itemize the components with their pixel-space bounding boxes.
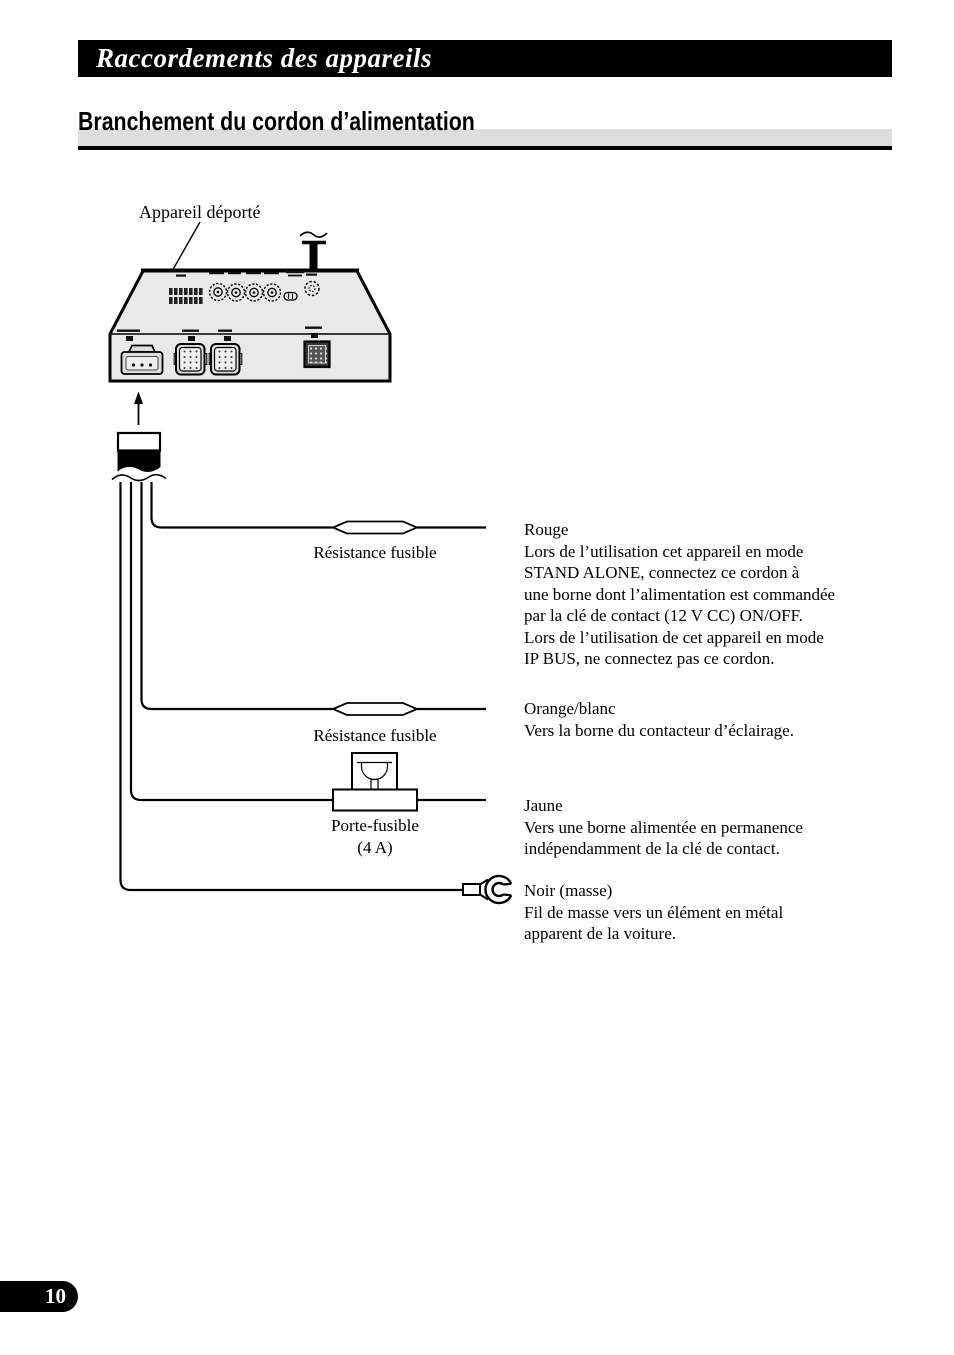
device-label: Appareil déporté (139, 202, 261, 222)
note-line: par la clé de contact (12 V CC) ON/OFF. (524, 606, 803, 625)
ip-bus-out-connector (174, 344, 207, 375)
note-line: Lors de l’utilisation cet appareil en mode (524, 541, 804, 561)
fuse-resistor-1 (333, 522, 417, 534)
antenna-icon (300, 232, 327, 272)
note-line: Vers une borne alimentée en permanence (524, 817, 803, 837)
note-line: indépendamment de la clé de contact. (524, 839, 780, 858)
fuse-resistor-2-label: Résistance fusible (313, 726, 437, 745)
ground-terminal-icon (463, 876, 511, 903)
note-orange-white-wire (524, 698, 924, 741)
ip-bus-in-connector (209, 344, 242, 375)
page-number: 10 (45, 1284, 66, 1308)
note-line: Lors de l’utilisation de cet appareil en mode (524, 627, 824, 647)
fuse-holder-rating: (4 A) (357, 838, 393, 857)
av-bus-connector (305, 342, 330, 368)
note-line: Vers la borne du contacteur d’éclairage. (524, 720, 794, 740)
red-wire (152, 482, 487, 528)
fuse-resistor-2 (333, 703, 417, 715)
chapter-title: Raccordements des appareils (96, 43, 432, 73)
note-line: une borne dont l’alimentation est commandée (524, 584, 836, 604)
note-title: Noir (masse) (524, 881, 613, 900)
note-line: Fil de masse vers un élément en métal (524, 902, 784, 922)
note-red-wire (524, 519, 924, 670)
note-line: apparent de la voiture. (524, 924, 676, 943)
power-cord-plug (112, 433, 166, 481)
plug-arrow-icon (134, 392, 143, 426)
fuse-holder (333, 753, 417, 811)
note-line: STAND ALONE, connectez ce cordon à (524, 563, 800, 582)
section-title: Branchement du cordon d’alimentation (78, 106, 475, 136)
note-black-ground-wire (524, 880, 924, 945)
note-title: Jaune (524, 796, 563, 815)
orange-white-wire (142, 482, 487, 709)
yellow-wire (131, 482, 486, 800)
note-line: IP BUS, ne connectez pas ce cordon. (524, 649, 775, 668)
note-title: Orange/blanc (524, 699, 616, 718)
fuse-resistor-1-label: Résistance fusible (313, 543, 437, 562)
note-yellow-wire (524, 795, 924, 860)
note-title: Rouge (524, 520, 569, 539)
fuse-holder-label: Porte-fusible (331, 816, 419, 835)
